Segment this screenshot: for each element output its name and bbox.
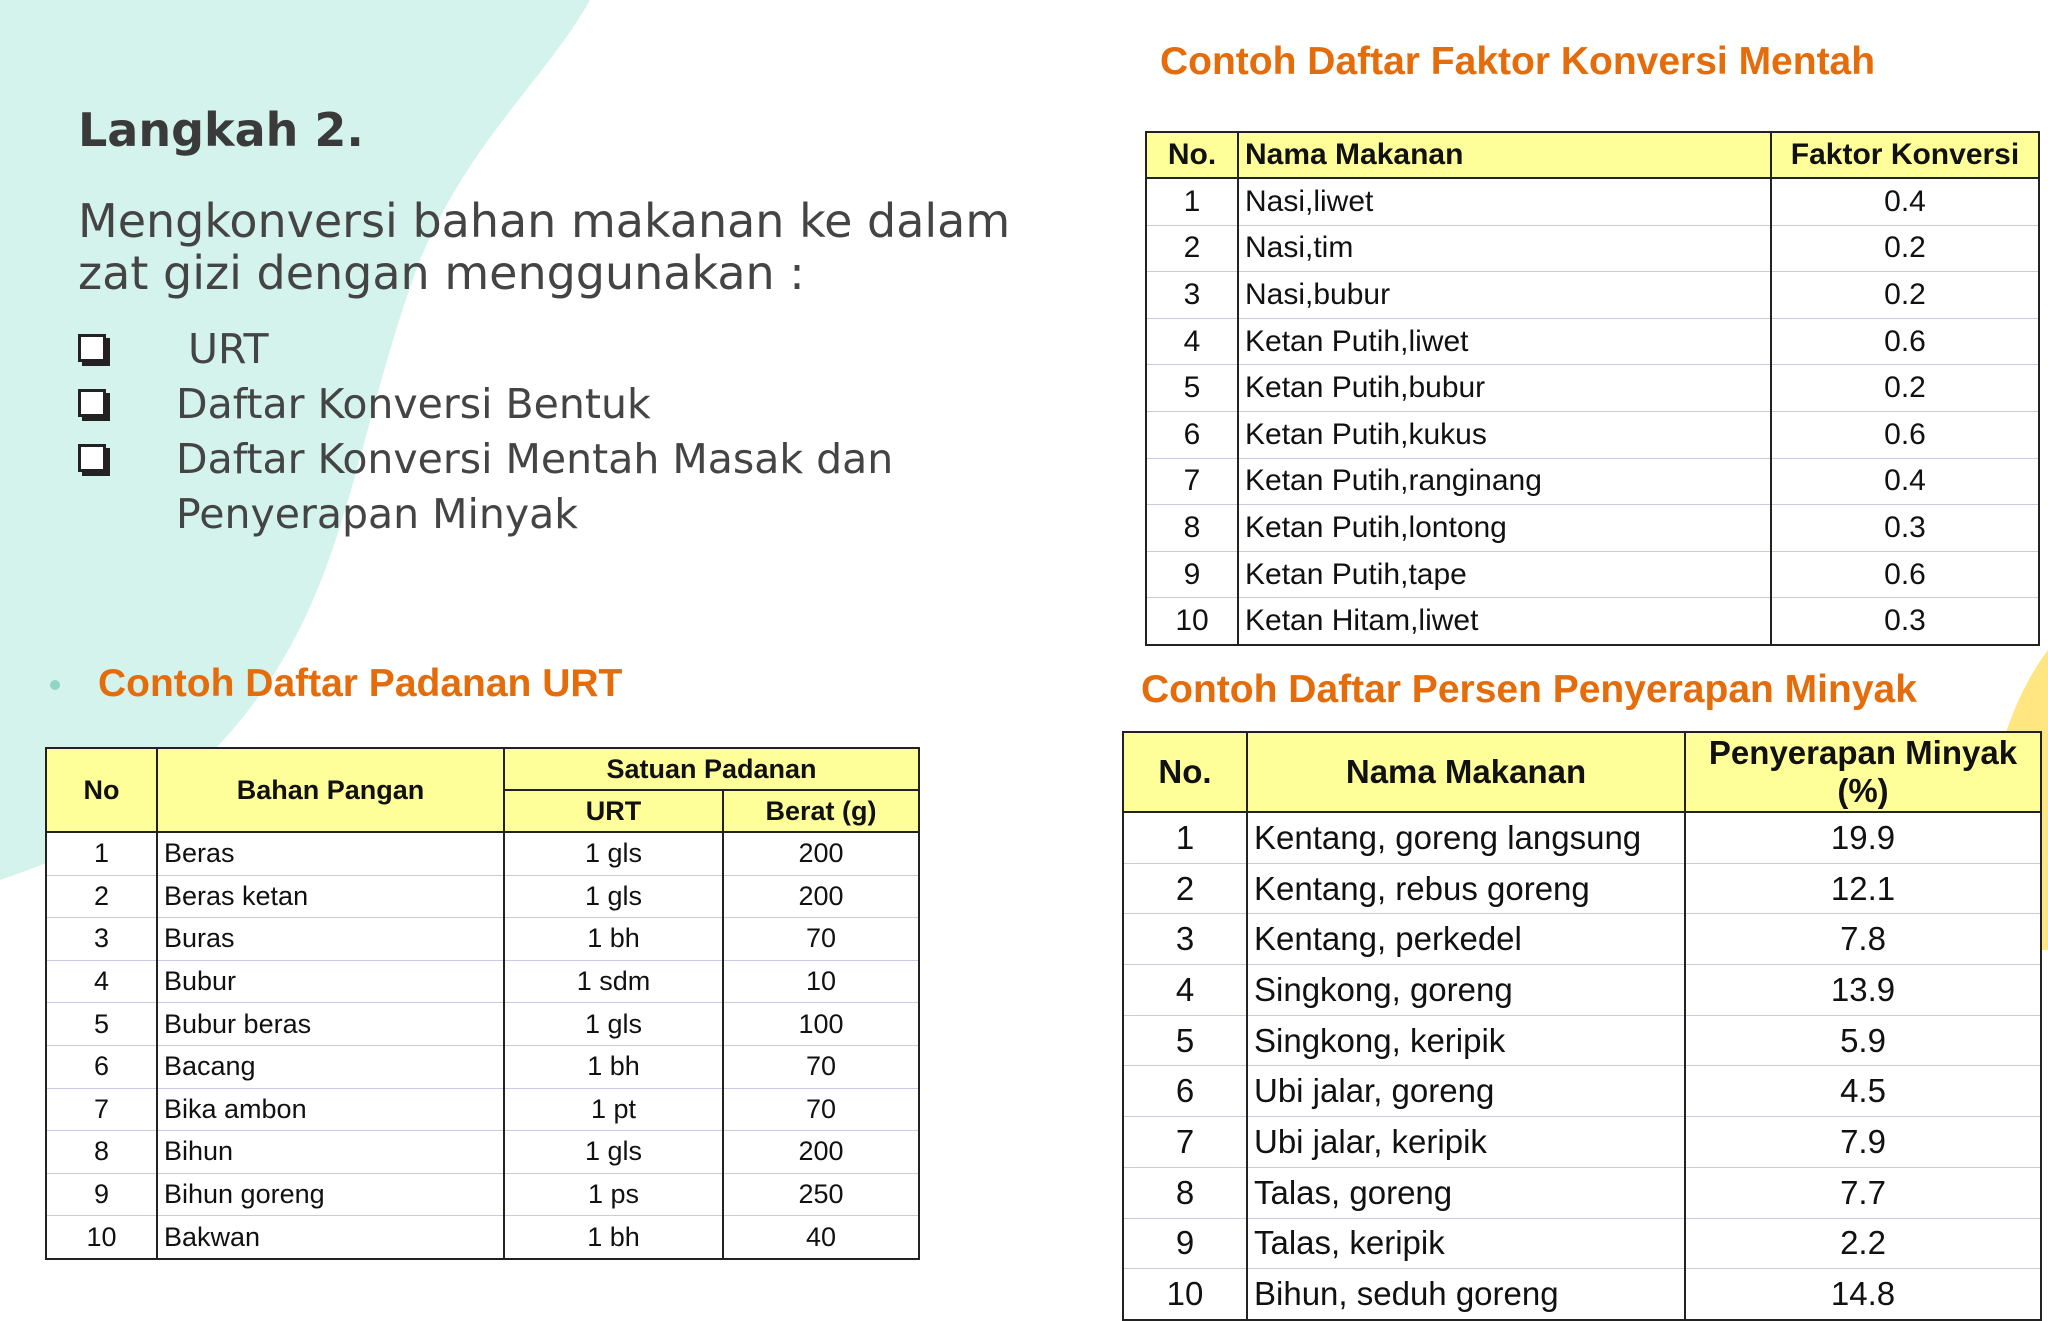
table-row [1123,1015,2041,1066]
cell-no: 5 [46,1003,157,1046]
cell-bahan-pangan: Bika ambon [157,1088,504,1131]
col-header-penyerapan: Penyerapan Minyak (%) [1685,732,2041,812]
cell-penyerapan-minyak: 7.7 [1685,1167,2041,1218]
table-row [46,875,919,918]
cell-no: 6 [46,1045,157,1088]
col-header-nama: Nama Makanan [1238,132,1771,178]
cell-penyerapan-minyak: 19.9 [1685,812,2041,863]
cell-nama-makanan: Bihun, seduh goreng [1247,1269,1685,1320]
konversi-title: Contoh Daftar Faktor Konversi Mentah [1160,40,1876,83]
cell-no: 8 [1123,1167,1247,1218]
table-row [1146,598,2039,645]
table-row [1146,272,2039,319]
table-row [46,1088,919,1131]
cell-no: 8 [46,1131,157,1174]
cell-no: 2 [1146,225,1238,272]
cell-no: 1 [1146,178,1238,225]
checklist-item [78,432,948,542]
cell-penyerapan-minyak: 4.5 [1685,1066,2041,1117]
checklist-item [78,377,948,432]
cell-nama-makanan: Singkong, goreng [1247,965,1685,1016]
cell-no: 2 [1123,863,1247,914]
cell-faktor-konversi: 0.3 [1771,505,2039,552]
cell-faktor-konversi: 0.3 [1771,598,2039,645]
cell-no: 6 [1146,411,1238,458]
table-row [1123,812,2041,863]
intro-text: Mengkonversi bahan makanan ke dalam zat gizi dengan menggunakan : [78,194,1011,300]
cell-urt: 1 bh [504,918,723,961]
minyak-title: Contoh Daftar Persen Penyerapan Minyak [1141,668,1917,711]
cell-no: 3 [1146,272,1238,319]
cell-penyerapan-minyak: 12.1 [1685,863,2041,914]
cell-faktor-konversi: 0.6 [1771,551,2039,598]
cell-nama-makanan: Kentang, perkedel [1247,914,1685,965]
cell-berat: 70 [723,1088,919,1131]
cell-no: 1 [1123,812,1247,863]
cell-nama-makanan: Ubi jalar, keripik [1247,1117,1685,1168]
table-header-row [1123,732,2041,812]
checkbox-icon [78,444,106,472]
cell-no: 10 [46,1216,157,1259]
cell-nama-makanan: Nasi,tim [1238,225,1771,272]
cell-berat: 250 [723,1173,919,1216]
cell-urt: 1 sdm [504,960,723,1003]
cell-bahan-pangan: Bubur [157,960,504,1003]
cell-bahan-pangan: Bakwan [157,1216,504,1259]
table-row [46,1131,919,1174]
cell-faktor-konversi: 0.4 [1771,458,2039,505]
cell-berat: 100 [723,1003,919,1046]
cell-nama-makanan: Talas, goreng [1247,1167,1685,1218]
checklist-item-label: Daftar Konversi Bentuk [176,380,651,428]
cell-berat: 200 [723,875,919,918]
table-row [1123,863,2041,914]
cell-penyerapan-minyak: 2.2 [1685,1218,2041,1269]
cell-faktor-konversi: 0.2 [1771,272,2039,319]
cell-no: 5 [1146,365,1238,412]
cell-bahan-pangan: Beras [157,832,504,875]
cell-no: 5 [1123,1015,1247,1066]
table-row [1123,1218,2041,1269]
table-row [1146,178,2039,225]
cell-bahan-pangan: Buras [157,918,504,961]
cell-nama-makanan: Nasi,bubur [1238,272,1771,319]
table-row [1146,458,2039,505]
cell-nama-makanan: Singkong, keripik [1247,1015,1685,1066]
cell-nama-makanan: Ketan Putih,ranginang [1238,458,1771,505]
cell-urt: 1 gls [504,1131,723,1174]
cell-faktor-konversi: 0.2 [1771,225,2039,272]
cell-no: 7 [1123,1117,1247,1168]
cell-bahan-pangan: Bihun [157,1131,504,1174]
table-row [46,1045,919,1088]
cell-no: 10 [1123,1269,1247,1320]
cell-nama-makanan: Ketan Putih,lontong [1238,505,1771,552]
cell-no: 4 [46,960,157,1003]
cell-no: 8 [1146,505,1238,552]
cell-no: 4 [1146,318,1238,365]
table-row [1146,411,2039,458]
checklist-item [78,322,948,377]
cell-berat: 40 [723,1216,919,1259]
urt-title: Contoh Daftar Padanan URT [98,662,623,705]
col-header-no: No. [1123,732,1247,812]
table-row [46,1216,919,1259]
bullet-icon [50,680,60,690]
cell-no: 1 [46,832,157,875]
col-header-berat: Berat (g) [723,790,919,832]
cell-penyerapan-minyak: 14.8 [1685,1269,2041,1320]
cell-no: 2 [46,875,157,918]
urt-table [45,747,920,1260]
table-row [1146,551,2039,598]
cell-berat: 10 [723,960,919,1003]
cell-no: 3 [1123,914,1247,965]
cell-nama-makanan: Ketan Putih,tape [1238,551,1771,598]
table-row [1146,225,2039,272]
page-heading: Langkah 2. [78,103,364,157]
cell-faktor-konversi: 0.4 [1771,178,2039,225]
method-checklist [78,322,948,542]
table-row [46,960,919,1003]
cell-no: 6 [1123,1066,1247,1117]
cell-nama-makanan: Ketan Putih,liwet [1238,318,1771,365]
cell-no: 3 [46,918,157,961]
cell-no: 4 [1123,965,1247,1016]
cell-berat: 70 [723,918,919,961]
cell-urt: 1 bh [504,1216,723,1259]
cell-penyerapan-minyak: 13.9 [1685,965,2041,1016]
cell-nama-makanan: Ketan Putih,kukus [1238,411,1771,458]
cell-no: 7 [46,1088,157,1131]
cell-berat: 200 [723,832,919,875]
cell-bahan-pangan: Bihun goreng [157,1173,504,1216]
cell-nama-makanan: Ubi jalar, goreng [1247,1066,1685,1117]
table-row [1146,505,2039,552]
cell-no: 9 [1146,551,1238,598]
cell-faktor-konversi: 0.6 [1771,318,2039,365]
cell-nama-makanan: Nasi,liwet [1238,178,1771,225]
cell-faktor-konversi: 0.6 [1771,411,2039,458]
table-header-row [46,748,919,790]
table-row [1123,1167,2041,1218]
col-header-satuan: Satuan Padanan [504,748,919,790]
cell-no: 10 [1146,598,1238,645]
cell-no: 9 [46,1173,157,1216]
table-row [1146,318,2039,365]
cell-nama-makanan: Talas, keripik [1247,1218,1685,1269]
table-row [1123,1117,2041,1168]
table-row [1123,1066,2041,1117]
cell-bahan-pangan: Bacang [157,1045,504,1088]
table-header-row [1146,132,2039,178]
col-header-no: No [46,748,157,832]
col-header-bahan: Bahan Pangan [157,748,504,832]
cell-urt: 1 gls [504,1003,723,1046]
cell-urt: 1 pt [504,1088,723,1131]
table-row [1123,965,2041,1016]
checkbox-icon [78,334,106,362]
cell-nama-makanan: Kentang, rebus goreng [1247,863,1685,914]
cell-no: 9 [1123,1218,1247,1269]
cell-no: 7 [1146,458,1238,505]
cell-penyerapan-minyak: 7.9 [1685,1117,2041,1168]
col-header-faktor: Faktor Konversi [1771,132,2039,178]
cell-bahan-pangan: Beras ketan [157,875,504,918]
cell-urt: 1 ps [504,1173,723,1216]
table-row [46,1003,919,1046]
col-header-no: No. [1146,132,1238,178]
cell-nama-makanan: Kentang, goreng langsung [1247,812,1685,863]
cell-urt: 1 bh [504,1045,723,1088]
checkbox-icon [78,389,106,417]
cell-bahan-pangan: Bubur beras [157,1003,504,1046]
cell-berat: 200 [723,1131,919,1174]
table-row [1123,1269,2041,1320]
cell-nama-makanan: Ketan Hitam,liwet [1238,598,1771,645]
checklist-item-label: URT [188,325,269,373]
table-row [46,1173,919,1216]
table-row [1123,914,2041,965]
cell-urt: 1 gls [504,832,723,875]
cell-berat: 70 [723,1045,919,1088]
cell-urt: 1 gls [504,875,723,918]
checklist-item-label: Daftar Konversi Mentah Masak dan Penyerapan Minyak [176,435,894,538]
table-row [46,832,919,875]
minyak-table [1122,731,2042,1321]
cell-faktor-konversi: 0.2 [1771,365,2039,412]
col-header-urt: URT [504,790,723,832]
cell-penyerapan-minyak: 5.9 [1685,1015,2041,1066]
konversi-table [1145,131,2040,646]
table-row [1146,365,2039,412]
cell-penyerapan-minyak: 7.8 [1685,914,2041,965]
col-header-nama: Nama Makanan [1247,732,1685,812]
cell-nama-makanan: Ketan Putih,bubur [1238,365,1771,412]
table-row [46,918,919,961]
